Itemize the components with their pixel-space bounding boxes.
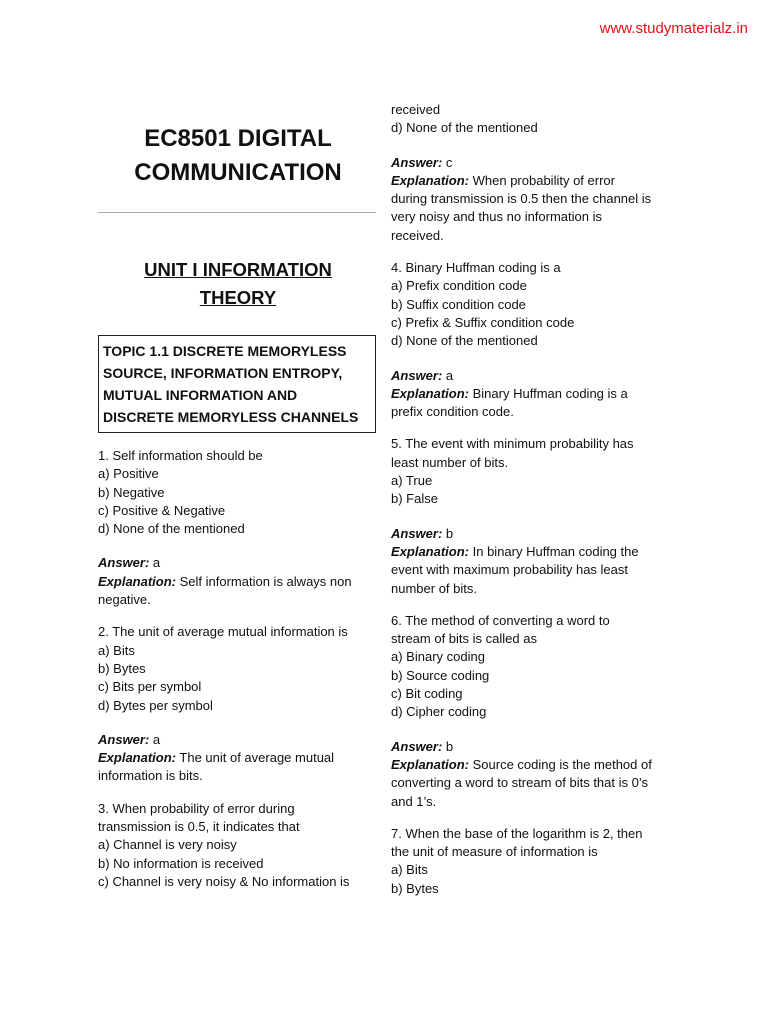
- text-line: Answer:: [98, 731, 150, 747]
- explanation-2: [98, 749, 378, 767]
- site-link[interactable]: www.studymaterialz.in: [599, 20, 748, 37]
- text-line: a: [149, 731, 161, 747]
- text-line: 1. Self information should be: [98, 448, 263, 463]
- text-line: COMMUNICATION: [134, 159, 342, 186]
- text-line: b: [442, 738, 454, 754]
- text-line: The unit of average mutual: [176, 750, 335, 766]
- text-line: d) None of the mentioned: [391, 120, 538, 136]
- question-6: [391, 612, 681, 811]
- text-line: In binary Huffman coding the: [469, 543, 639, 559]
- text-line: d) Cipher coding: [391, 704, 487, 720]
- text-line: the unit of measure of information is: [391, 844, 598, 860]
- spacer: [98, 715, 378, 731]
- question-2: [98, 623, 378, 785]
- text-line: UNIT I INFORMATION: [144, 259, 332, 280]
- text-line: b) No information is received: [98, 855, 264, 871]
- text-line: a) Channel is very noisy: [98, 837, 237, 853]
- text-line: very noisy and thus no information is: [391, 209, 602, 225]
- answer-2: [98, 731, 378, 749]
- spacer: [391, 138, 681, 154]
- text-line: b) Suffix condition code: [391, 296, 526, 312]
- text-line: 4. Binary Huffman coding is a: [391, 260, 561, 276]
- explanation-3: [391, 172, 681, 190]
- text-line: d) Bytes per symbol: [98, 697, 213, 713]
- text-line: and 1’s.: [391, 793, 437, 809]
- text-line: b) Bytes: [391, 880, 439, 896]
- text-line: number of bits.: [391, 580, 477, 596]
- text-line: 3. When probability of error during: [98, 800, 295, 816]
- unit-title: [98, 256, 378, 312]
- text-line: a) True: [391, 473, 433, 489]
- question-3-continued: [391, 101, 681, 245]
- question-3: [98, 800, 378, 891]
- question-1: [98, 447, 378, 609]
- text-line: b) Source coding: [391, 667, 490, 683]
- text-line: c) Channel is very noisy & No information is: [98, 873, 350, 889]
- text-line: 2. The unit of average mutual information is: [98, 624, 348, 640]
- explanation-6: [391, 756, 681, 774]
- text-line: Source coding is the method of: [469, 756, 652, 772]
- spacer: [98, 538, 378, 554]
- right-column: [391, 101, 681, 898]
- text-line: c: [442, 154, 453, 170]
- text-line: 6. The method of converting a word to: [391, 612, 610, 628]
- text-line: least number of bits.: [391, 454, 509, 470]
- question-5: [391, 435, 681, 597]
- text-line: b) False: [391, 491, 438, 507]
- text-line: a: [442, 367, 454, 383]
- answer-5: [391, 525, 681, 543]
- text-line: Answer:: [391, 525, 443, 541]
- spacer: [391, 509, 681, 525]
- text-line: received: [391, 102, 441, 117]
- text-line: prefix condition code.: [391, 404, 514, 420]
- text-line: EC8501 DIGITAL: [144, 125, 332, 152]
- text-line: Answer:: [391, 154, 443, 170]
- answer-1: [98, 554, 378, 572]
- explanation-1: [98, 573, 378, 591]
- topic-box: TOPIC 1.1 DISCRETE MEMORYLESS SOURCE, INFORMATION ENTROPY, MUTUAL INFORMATION AND DISCRETE MEMORYLESS CHANNELS: [98, 335, 376, 433]
- left-column: [98, 122, 378, 891]
- text-line: received.: [391, 227, 444, 243]
- text-line: a) Prefix condition code: [391, 278, 527, 294]
- text-line: negative.: [98, 592, 151, 608]
- text-line: c) Bits per symbol: [98, 679, 202, 695]
- text-line: a) Binary coding: [391, 649, 485, 665]
- text-line: during transmission is 0.5 then the channel is: [391, 191, 652, 207]
- text-line: b: [442, 525, 454, 541]
- text-line: Self information is always non: [176, 573, 352, 589]
- text-line: converting a word to stream of bits that is 0’s: [391, 775, 648, 791]
- text-line: a) Positive: [98, 466, 159, 482]
- text-line: Answer:: [98, 555, 150, 571]
- text-line: b) Negative: [98, 484, 165, 500]
- text-line: Explanation:: [98, 750, 177, 766]
- text-line: THEORY: [199, 287, 277, 308]
- text-line: b) Bytes: [98, 660, 146, 676]
- text-line: stream of bits is called as: [391, 631, 537, 647]
- text-line: transmission is 0.5, it indicates that: [98, 819, 300, 835]
- text-line: d) None of the mentioned: [391, 333, 538, 349]
- text-line: Explanation:: [391, 756, 470, 772]
- text-line: Binary Huffman coding is a: [469, 385, 628, 401]
- answer-6: [391, 738, 681, 756]
- text-line: 7. When the base of the logarithm is 2, then: [391, 825, 643, 841]
- text-line: a) Bits: [391, 862, 428, 878]
- text-line: event with maximum probability has least: [391, 562, 628, 578]
- answer-3: [391, 154, 681, 172]
- text-line: d) None of the mentioned: [98, 521, 245, 537]
- text-line: Explanation:: [391, 385, 470, 401]
- text-line: Explanation:: [98, 573, 177, 589]
- text-line: When probability of error: [469, 172, 615, 188]
- document-title: [98, 122, 378, 190]
- text-line: 5. The event with minimum probability has: [391, 436, 634, 452]
- spacer: [391, 722, 681, 738]
- text-line: Answer:: [391, 367, 443, 383]
- text-line: Explanation:: [391, 543, 470, 559]
- title-divider: [98, 212, 376, 213]
- text-line: Answer:: [391, 738, 443, 754]
- text-line: c) Positive & Negative: [98, 502, 226, 518]
- explanation-4: [391, 385, 681, 403]
- text-line: a) Bits: [98, 642, 135, 658]
- text-line: a: [149, 555, 161, 571]
- text-line: Explanation:: [391, 172, 470, 188]
- spacer: [391, 351, 681, 367]
- answer-4: [391, 367, 681, 385]
- explanation-5: [391, 543, 681, 561]
- question-7: [391, 825, 681, 898]
- text-line: information is bits.: [98, 768, 203, 784]
- question-4: [391, 259, 681, 421]
- text-line: c) Bit coding: [391, 686, 463, 702]
- text-line: c) Prefix & Suffix condition code: [391, 314, 575, 330]
